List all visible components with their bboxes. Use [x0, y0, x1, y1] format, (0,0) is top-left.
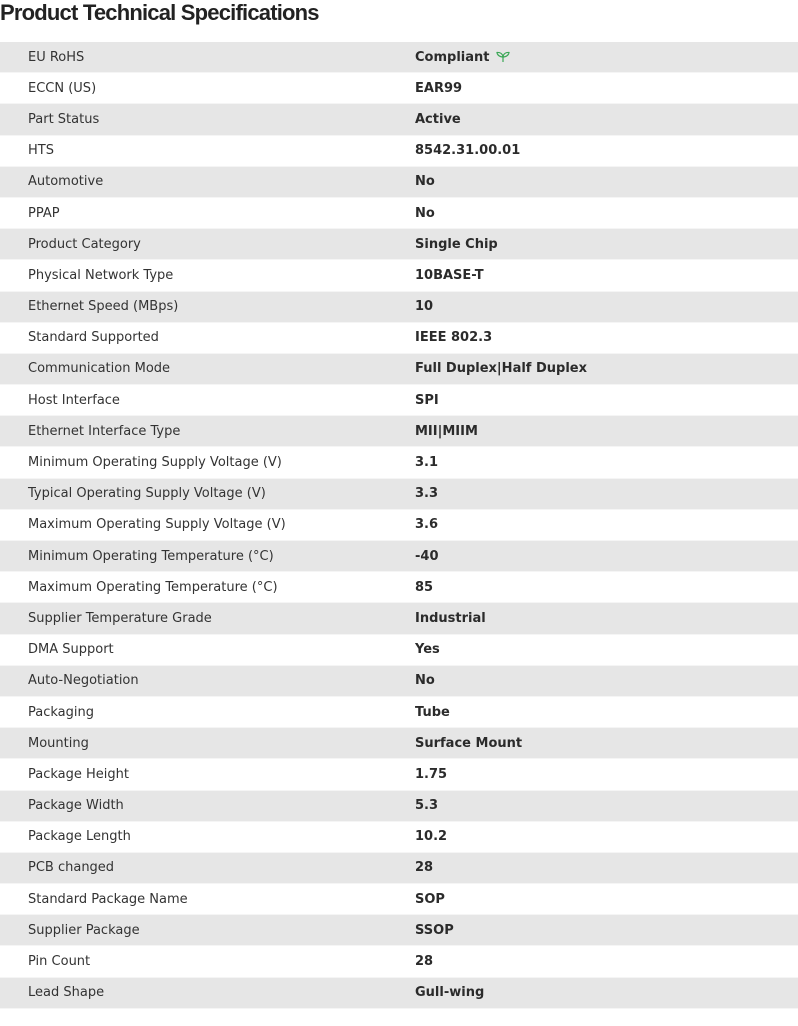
spec-row [0, 728, 798, 759]
spec-label: Product Category [28, 236, 141, 252]
spec-label: Maximum Operating Supply Voltage (V) [28, 517, 286, 533]
spec-value: 28 [415, 954, 434, 970]
page-title: Product Technical Specifications [0, 0, 319, 25]
spec-row [0, 541, 798, 572]
spec-row [0, 978, 798, 1009]
spec-label: Minimum Operating Supply Voltage (V) [28, 455, 282, 471]
spec-label: Physical Network Type [28, 267, 174, 283]
spec-value: Gull-wing [415, 985, 485, 1001]
spec-label: Pin Count [28, 954, 91, 970]
spec-row [0, 635, 798, 666]
spec-label: Package Width [28, 798, 124, 814]
spec-value [415, 50, 510, 65]
spec-row [0, 167, 798, 198]
spec-row [0, 104, 798, 135]
spec-label: PPAP [28, 205, 60, 221]
spec-label: Minimum Operating Temperature (°C) [28, 548, 274, 564]
spec-row [0, 385, 798, 416]
spec-label: Mounting [28, 735, 89, 751]
spec-value: 1.75 [415, 766, 448, 782]
spec-row [0, 759, 798, 790]
spec-label: Packaging [28, 704, 94, 720]
spec-value: -40 [415, 548, 439, 564]
spec-value: 10BASE-T [415, 267, 484, 283]
spec-value: IEEE 802.3 [415, 330, 493, 346]
spec-value: Active [415, 111, 461, 127]
spec-row [0, 229, 798, 260]
spec-value: 85 [415, 579, 434, 595]
spec-row [0, 323, 798, 354]
spec-row [0, 447, 798, 478]
spec-value: 8542.31.00.01 [415, 143, 521, 159]
spec-value: Surface Mount [415, 735, 523, 751]
spec-value: No [415, 174, 435, 190]
spec-label: Package Height [28, 766, 129, 782]
spec-value: 3.3 [415, 486, 439, 502]
spec-row [0, 884, 798, 915]
spec-value: MII|MIIM [415, 423, 478, 439]
spec-value: EAR99 [415, 80, 463, 96]
spec-row [0, 416, 798, 447]
spec-label: Supplier Temperature Grade [28, 610, 212, 626]
spec-row [0, 42, 798, 73]
spec-row [0, 822, 798, 853]
spec-label: Ethernet Interface Type [28, 423, 181, 439]
spec-value: Single Chip [415, 236, 498, 252]
spec-label: Auto-Negotiation [28, 673, 139, 689]
spec-value: Yes [415, 642, 440, 658]
spec-value: No [415, 673, 435, 689]
spec-row [0, 479, 798, 510]
spec-row [0, 73, 798, 104]
leaf-icon [496, 51, 510, 63]
spec-label: PCB changed [28, 860, 115, 876]
spec-value: SOP [415, 891, 445, 907]
spec-row [0, 666, 798, 697]
spec-value: SPI [415, 392, 439, 408]
spec-value: Industrial [415, 610, 486, 626]
spec-label: Host Interface [28, 392, 120, 408]
spec-value: 5.3 [415, 798, 439, 814]
spec-label: Part Status [28, 111, 100, 127]
spec-value: 10.2 [415, 829, 448, 845]
spec-table [0, 42, 798, 1009]
spec-row [0, 510, 798, 541]
spec-label: Supplier Package [28, 922, 140, 938]
spec-row [0, 791, 798, 822]
spec-value: 10 [415, 299, 434, 315]
spec-row [0, 853, 798, 884]
spec-label: ECCN (US) [28, 80, 97, 96]
spec-value: 28 [415, 860, 434, 876]
spec-value-text: Compliant [415, 49, 490, 65]
spec-label: Standard Package Name [28, 891, 188, 907]
spec-label: Ethernet Speed (MBps) [28, 299, 179, 315]
spec-label: Lead Shape [28, 985, 105, 1001]
spec-label: Automotive [28, 174, 104, 190]
spec-value: Tube [415, 704, 450, 720]
spec-row [0, 946, 798, 977]
spec-row [0, 354, 798, 385]
spec-row [0, 198, 798, 229]
spec-label: Maximum Operating Temperature (°C) [28, 579, 278, 595]
spec-label: Communication Mode [28, 361, 171, 377]
spec-value: 3.6 [415, 517, 439, 533]
spec-value: 3.1 [415, 455, 439, 471]
spec-label: Standard Supported [28, 330, 159, 346]
spec-value: SSOP [415, 922, 454, 938]
spec-label: DMA Support [28, 642, 114, 658]
spec-row [0, 136, 798, 167]
spec-value: No [415, 205, 435, 221]
spec-row [0, 603, 798, 634]
spec-label: Package Length [28, 829, 131, 845]
spec-row [0, 697, 798, 728]
spec-label: Typical Operating Supply Voltage (V) [28, 486, 266, 502]
spec-row [0, 572, 798, 603]
spec-value: Full Duplex|Half Duplex [415, 361, 587, 377]
spec-row [0, 260, 798, 291]
spec-row [0, 915, 798, 946]
spec-label: HTS [28, 143, 54, 159]
spec-row [0, 292, 798, 323]
spec-label: EU RoHS [28, 49, 85, 65]
